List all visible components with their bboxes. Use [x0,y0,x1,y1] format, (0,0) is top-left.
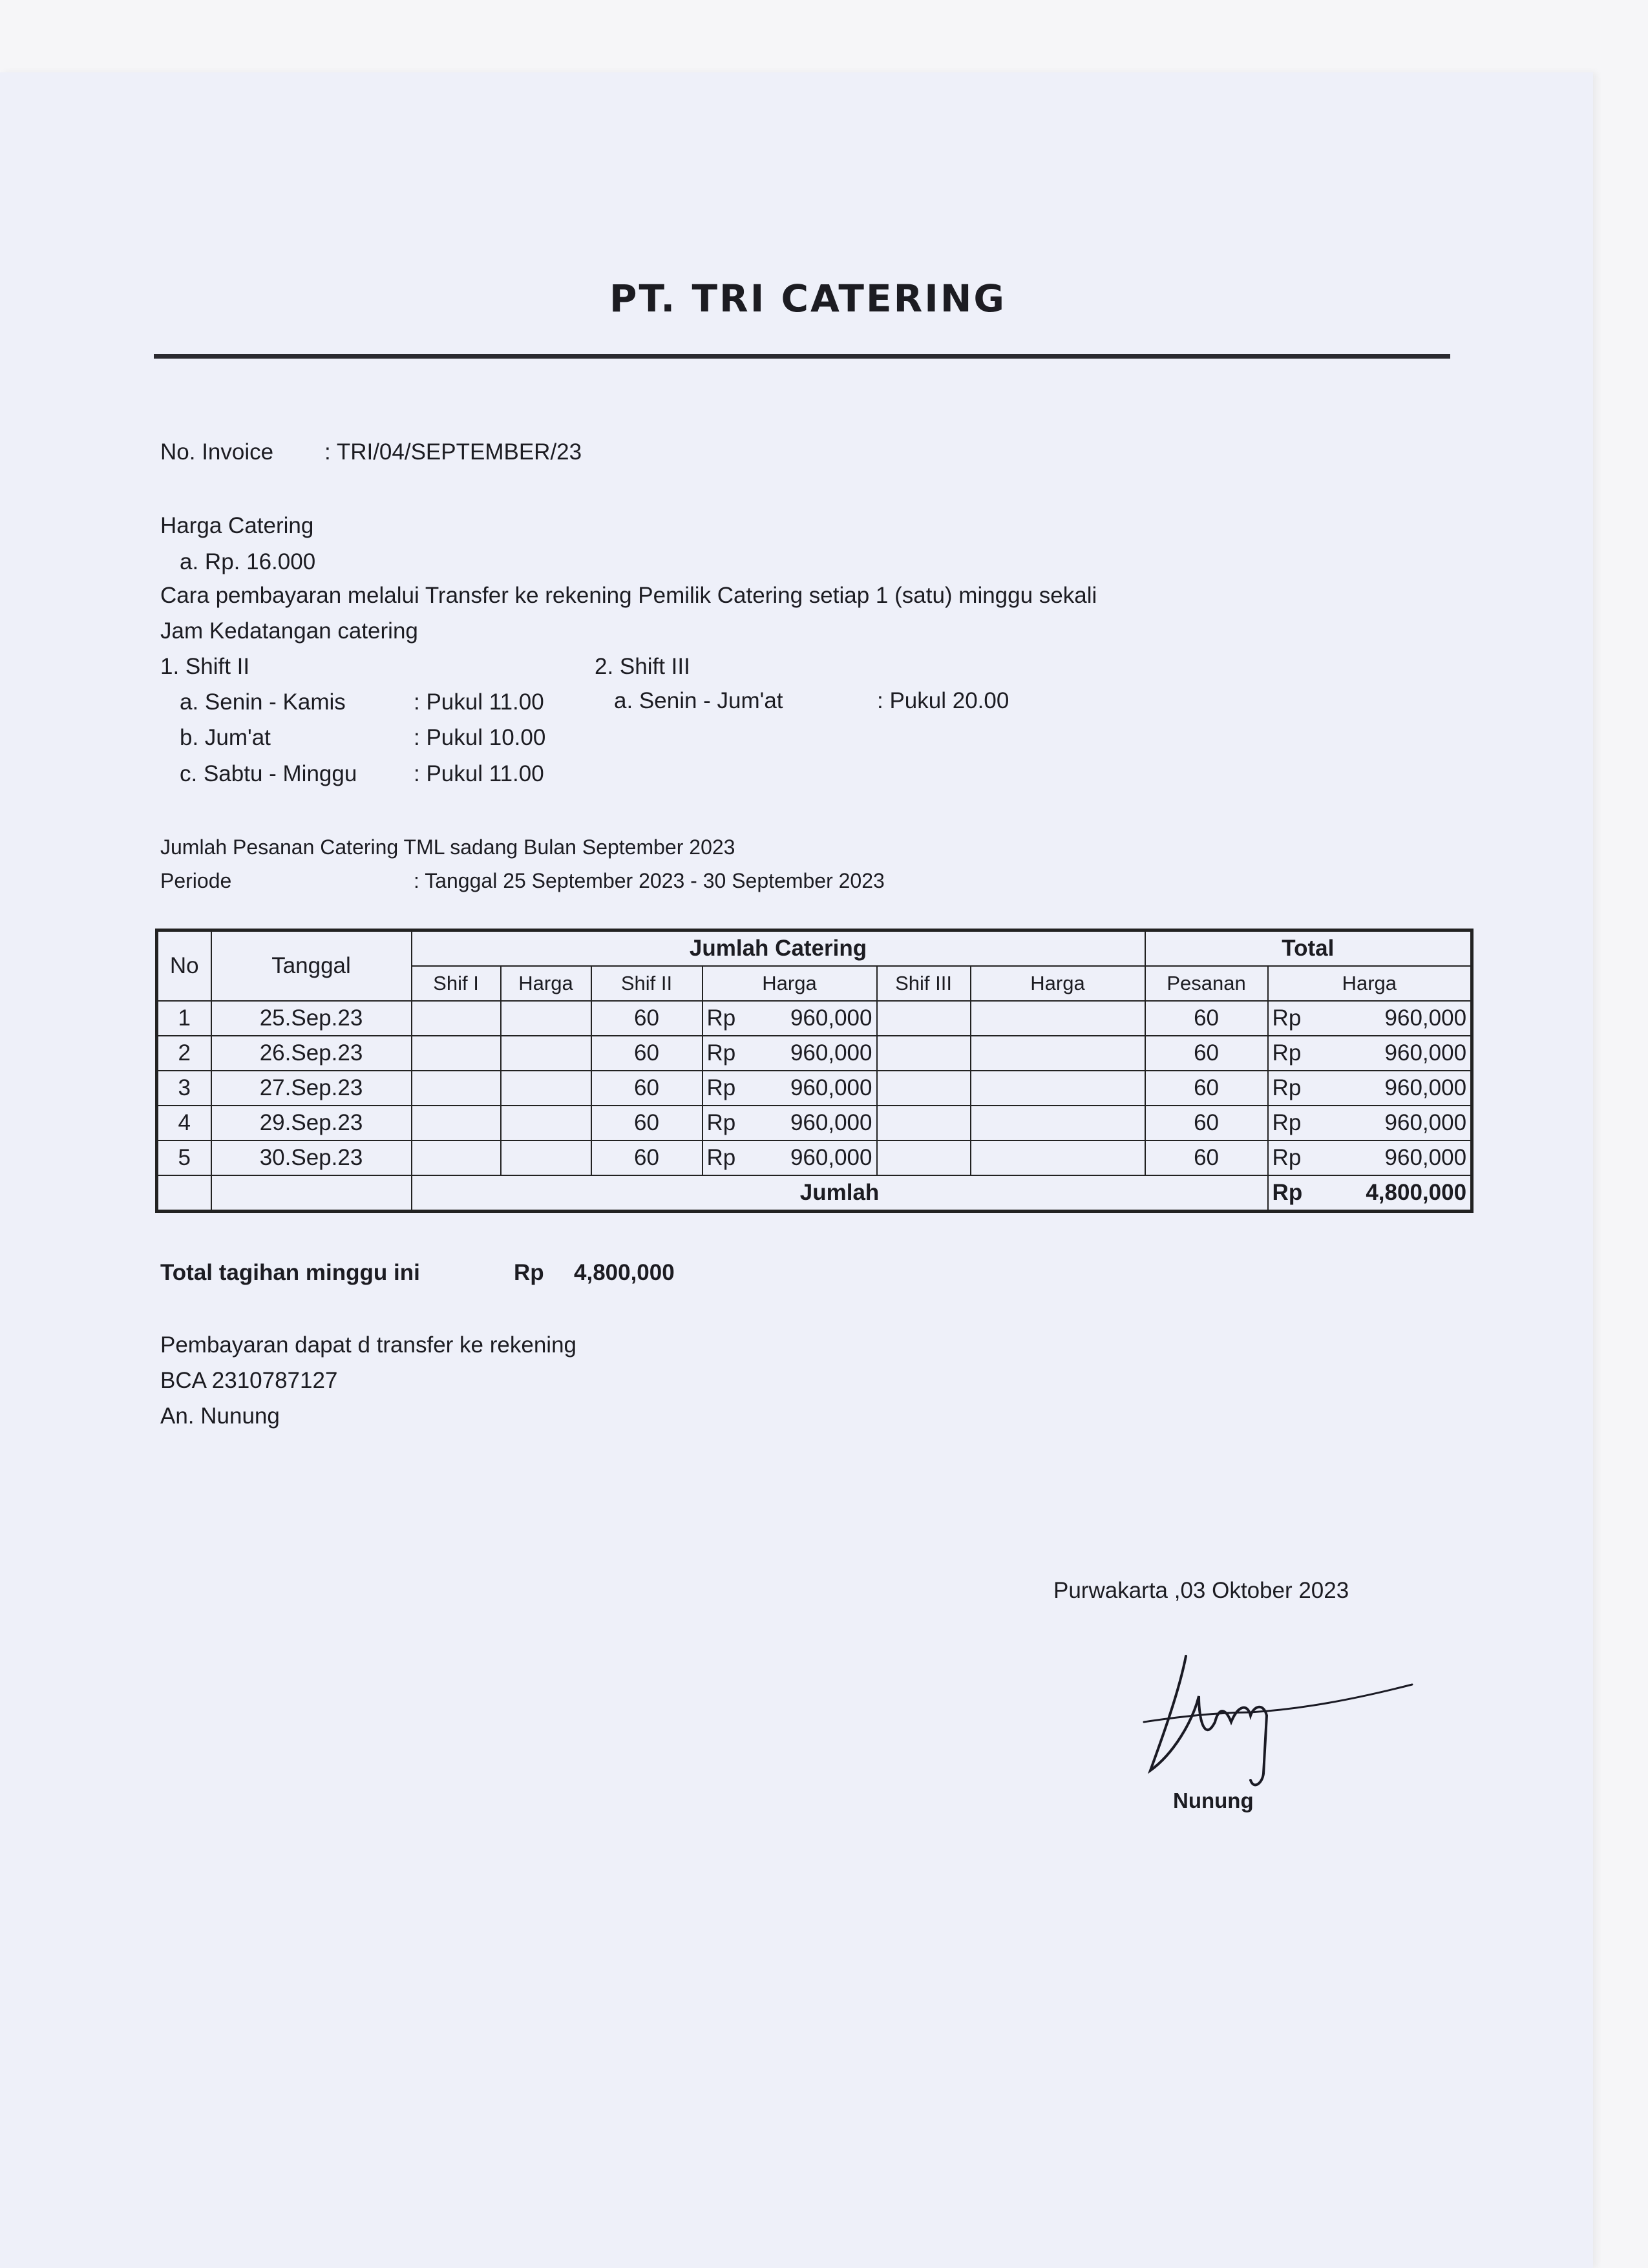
row-shif2: 60 [591,1071,703,1106]
row-harga2-value: 960,000 [790,1145,872,1170]
row-no: 5 [157,1140,211,1175]
row-no: 2 [157,1036,211,1071]
row-shif3 [877,1001,971,1036]
invoice-label: No. Invoice [160,439,274,465]
row-pesanan: 60 [1145,1140,1268,1175]
row-shif2: 60 [591,1001,703,1036]
row-no: 1 [157,1001,211,1036]
row-harga-total-value: 960,000 [1384,1145,1467,1170]
table-row [157,1071,1472,1106]
row-harga3 [971,1001,1145,1036]
order-summary: Jumlah Pesanan Catering TML sadang Bulan September 2023 [160,835,735,859]
row-shif3 [877,1036,971,1071]
row-harga-total [1268,1106,1472,1140]
row-shif3 [877,1140,971,1175]
row-no: 3 [157,1071,211,1106]
company-title: PT. TRI CATERING [609,277,1006,320]
row-harga3 [971,1140,1145,1175]
row-harga2 [703,1001,877,1036]
table-row [157,1036,1472,1071]
total-bill-value: 4,800,000 [574,1260,675,1285]
footer-jumlah-label: Jumlah [412,1175,1268,1212]
footer-empty-no [157,1175,211,1212]
row-rp-total: Rp [1272,1110,1302,1135]
shift2-title: 1. Shift II [160,654,250,679]
row-rp: Rp [706,1040,736,1066]
row-harga1 [501,1036,591,1071]
shift2-time: : Pukul 11.00 [414,761,544,786]
row-harga-total-value: 960,000 [1384,1005,1467,1031]
row-tanggal: 29.Sep.23 [211,1106,412,1140]
title-divider [154,354,1450,359]
row-harga1 [501,1071,591,1106]
row-harga-total-value: 960,000 [1384,1110,1467,1135]
row-rp-total: Rp [1272,1075,1302,1100]
header-tanggal: Tanggal [211,930,412,1002]
row-harga2-value: 960,000 [790,1075,872,1100]
shift2-time: : Pukul 10.00 [414,725,546,750]
row-pesanan: 60 [1145,1106,1268,1140]
row-harga2 [703,1106,877,1140]
table-row [157,1140,1472,1175]
row-rp: Rp [706,1075,736,1100]
header-harga-total: Harga [1268,966,1472,1001]
place-date: Purwakarta ,03 Oktober 2023 [1053,1578,1349,1603]
harga-item: a. Rp. 16.000 [180,549,316,574]
row-harga-total [1268,1140,1472,1175]
order-table [155,929,1474,1213]
row-harga-total-value: 960,000 [1384,1040,1467,1066]
harga-heading: Harga Catering [160,513,314,538]
transfer-line1: Pembayaran dapat d transfer ke rekening [160,1332,576,1358]
row-shif3 [877,1071,971,1106]
payment-method: Cara pembayaran melalui Transfer ke rekening Pemilik Catering setiap 1 (satu) minggu sekali [160,583,1097,608]
table-row [157,1001,1472,1036]
invoice-number: : TRI/04/SEPTEMBER/23 [324,439,582,465]
signature-image [1134,1644,1425,1793]
header-total: Total [1145,930,1472,967]
header-shif3: Shif III [877,966,971,1001]
signatory-name: Nunung [1173,1789,1254,1812]
header-shif1: Shif I [412,966,501,1001]
row-shif1 [412,1106,501,1140]
row-shif1 [412,1071,501,1106]
row-harga2 [703,1036,877,1071]
row-harga3 [971,1106,1145,1140]
shift2-day: b. Jum'at [180,725,271,750]
footer-total [1268,1175,1472,1212]
row-harga1 [501,1106,591,1140]
table-row [157,1106,1472,1140]
table-header-row [157,930,1472,967]
row-harga2 [703,1140,877,1175]
row-harga2-value: 960,000 [790,1110,872,1135]
row-pesanan: 60 [1145,1001,1268,1036]
row-shif2: 60 [591,1140,703,1175]
row-rp-total: Rp [1272,1040,1302,1066]
row-pesanan: 60 [1145,1071,1268,1106]
footer-rp: Rp [1272,1180,1303,1205]
row-shif3 [877,1106,971,1140]
row-tanggal: 27.Sep.23 [211,1071,412,1106]
row-rp: Rp [706,1110,736,1135]
shift3-title: 2. Shift III [595,654,690,679]
transfer-bank: BCA 2310787127 [160,1368,338,1393]
row-harga1 [501,1140,591,1175]
row-shif1 [412,1001,501,1036]
shift2-day: c. Sabtu - Minggu [180,761,357,786]
arrival-heading: Jam Kedatangan catering [160,618,418,644]
row-harga-total [1268,1001,1472,1036]
row-harga1 [501,1001,591,1036]
row-harga3 [971,1036,1145,1071]
periode-label: Periode [160,869,232,892]
shift2-day: a. Senin - Kamis [180,689,346,715]
header-jumlah-catering: Jumlah Catering [412,930,1145,967]
row-tanggal: 25.Sep.23 [211,1001,412,1036]
header-pesanan: Pesanan [1145,966,1268,1001]
row-harga3 [971,1071,1145,1106]
shift3-day: a. Senin - Jum'at [614,688,783,713]
row-shif2: 60 [591,1106,703,1140]
row-harga-total [1268,1071,1472,1106]
periode-value: : Tanggal 25 September 2023 - 30 September 2023 [414,869,885,892]
shift2-time: : Pukul 11.00 [414,689,544,715]
footer-empty-tanggal [211,1175,412,1212]
header-harga3: Harga [971,966,1145,1001]
shift3-time: : Pukul 20.00 [877,688,1009,713]
row-shif1 [412,1140,501,1175]
header-no: No [157,930,211,1002]
row-harga-total-value: 960,000 [1384,1075,1467,1100]
row-rp: Rp [706,1005,736,1031]
row-harga2 [703,1071,877,1106]
row-rp-total: Rp [1272,1145,1302,1170]
header-harga1: Harga [501,966,591,1001]
row-harga2-value: 960,000 [790,1040,872,1066]
row-harga-total [1268,1036,1472,1071]
footer-total-value: 4,800,000 [1366,1180,1467,1205]
total-bill-label: Total tagihan minggu ini [160,1260,420,1285]
row-no: 4 [157,1106,211,1140]
header-shif2: Shif II [591,966,703,1001]
row-tanggal: 30.Sep.23 [211,1140,412,1175]
row-shif1 [412,1036,501,1071]
row-pesanan: 60 [1145,1036,1268,1071]
row-shif2: 60 [591,1036,703,1071]
table-footer-row [157,1175,1472,1212]
header-harga2: Harga [703,966,877,1001]
row-rp-total: Rp [1272,1005,1302,1031]
row-tanggal: 26.Sep.23 [211,1036,412,1071]
row-rp: Rp [706,1145,736,1170]
transfer-account-name: An. Nunung [160,1403,280,1429]
total-bill-rp: Rp [514,1260,544,1285]
row-harga2-value: 960,000 [790,1005,872,1031]
